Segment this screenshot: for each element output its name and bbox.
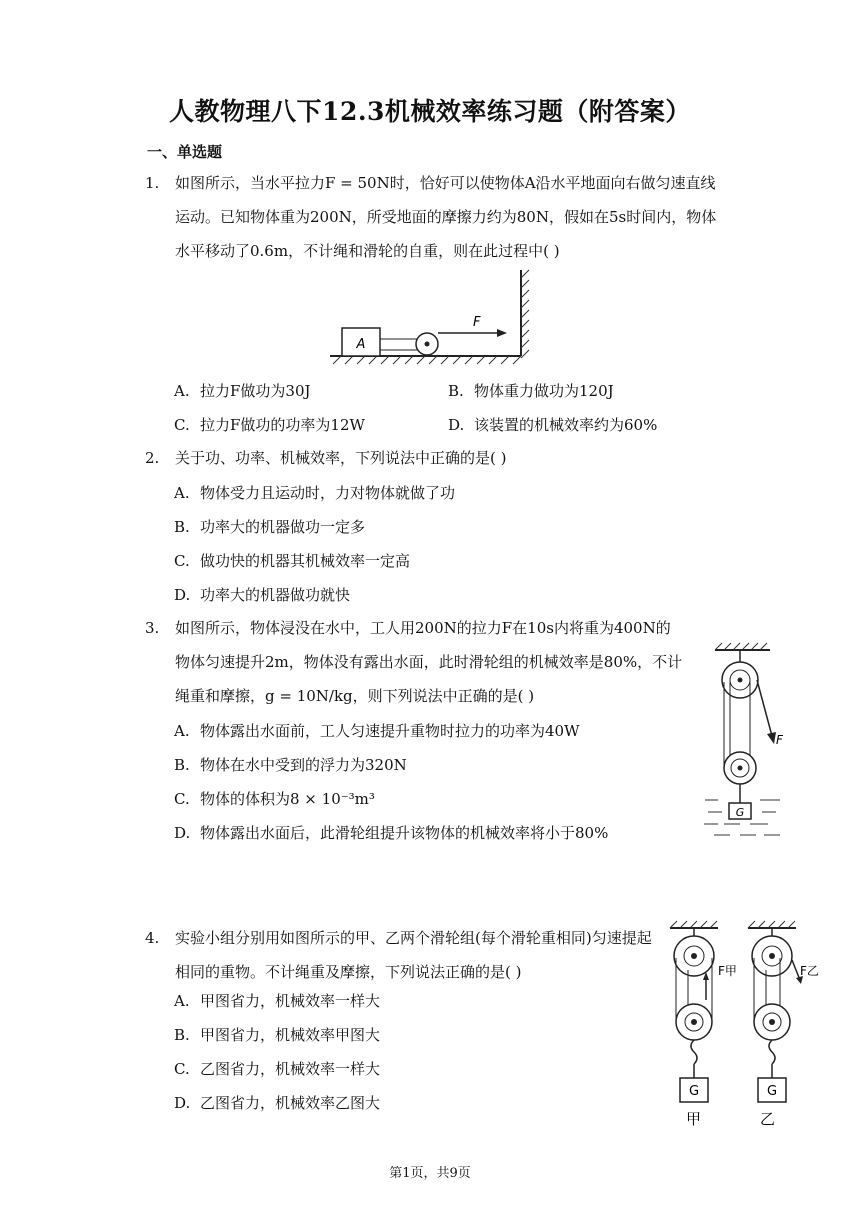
option-d	[174, 1092, 380, 1113]
page-title: 人教物理八下12.3机械效率练习题（附答案）	[169, 97, 691, 126]
question-text-line: 相同的重物。不计绳重及摩擦，下列说法正确的是( )	[175, 963, 522, 981]
option-label: D.	[174, 824, 191, 842]
option-text: 物体露出水面后，此滑轮组提升该物体的机械效率将小于80%	[200, 824, 609, 842]
option-b	[174, 516, 365, 537]
option-text: 拉力F做功为30J	[200, 382, 311, 400]
option-a	[174, 990, 380, 1011]
option-a	[174, 482, 455, 503]
option-label: C.	[174, 416, 190, 434]
option-b	[174, 1024, 380, 1045]
option-c	[174, 414, 365, 435]
option-label: D.	[174, 1094, 191, 1112]
option-c	[174, 1058, 380, 1079]
question-text-line: 水平移动了0.6m，不计绳和滑轮的自重，则在此过程中( )	[175, 242, 560, 260]
option-d	[448, 414, 657, 435]
option-text: 物体露出水面前，工人匀速提升重物时拉力的功率为40W	[200, 722, 580, 740]
option-text: 功率大的机器做功一定多	[200, 518, 366, 536]
question-text-line: 绳重和摩擦，g = 10N/kg，则下列说法中正确的是( )	[175, 687, 535, 705]
caption-yi: 乙	[760, 1110, 776, 1128]
option-label: C.	[174, 552, 190, 570]
option-d	[174, 584, 350, 605]
option-label: B.	[174, 756, 190, 774]
option-label: A.	[174, 992, 190, 1010]
force-arrow	[757, 680, 772, 736]
option-label: B.	[174, 1026, 190, 1044]
question-text-line: 运动。已知物体重为200N，所受地面的摩擦力约为80N，假如在5s时间内，物体	[175, 208, 717, 226]
option-label: A.	[174, 722, 190, 740]
q1-pulley-figure	[325, 268, 535, 373]
caption-jia: 甲	[686, 1110, 702, 1128]
option-a	[174, 720, 580, 741]
option-text: 做功快的机器其机械效率一定高	[200, 552, 411, 570]
page-footer: 第1页，共9页	[389, 1166, 471, 1181]
question-number: 4.	[145, 929, 160, 947]
option-label: A.	[174, 484, 190, 502]
option-b	[448, 380, 614, 401]
q4-pulley-figures	[660, 920, 830, 1135]
option-label: B.	[448, 382, 464, 400]
option-label: C.	[174, 790, 190, 808]
block-a-label: A	[356, 337, 366, 352]
option-b	[174, 754, 407, 775]
question-number: 1.	[145, 174, 160, 192]
weight-label: G	[735, 806, 745, 819]
section-heading: 一、单选题	[147, 143, 223, 161]
force-label: F	[473, 315, 481, 330]
option-label: B.	[174, 518, 190, 536]
option-a	[174, 380, 311, 401]
option-text: 功率大的机器做功就快	[200, 586, 351, 604]
question-text-line: 物体匀速提升2m，物体没有露出水面，此时滑轮组的机械效率是80%，不计	[175, 653, 683, 671]
option-text: 物体受力且运动时，力对物体就做了功	[200, 484, 456, 502]
option-text: 乙图省力，机械效率一样大	[200, 1060, 381, 1078]
question-text-line: 实验小组分别用如图所示的甲、乙两个滑轮组(每个滑轮重相同)匀速提起	[175, 929, 652, 947]
option-text: 甲图省力，机械效率甲图大	[200, 1026, 381, 1044]
question-text-line: 如图所示，物体浸没在水中，工人用200N的拉力F在10s内将重为400N的	[175, 619, 671, 637]
option-text: 乙图省力，机械效率乙图大	[200, 1094, 381, 1112]
option-label: A.	[174, 382, 190, 400]
option-d	[174, 822, 608, 843]
force-label-yi: F乙	[800, 964, 819, 978]
option-label: C.	[174, 1060, 190, 1078]
force-label: F	[776, 733, 783, 747]
weight-label-jia: G	[688, 1084, 700, 1099]
question-number: 3.	[145, 619, 160, 637]
option-c	[174, 788, 375, 809]
option-text: 物体的体积为8 × 10⁻³m³	[200, 790, 375, 808]
option-text: 物体在水中受到的浮力为320N	[200, 756, 407, 774]
option-text: 拉力F做功的功率为12W	[200, 416, 365, 434]
option-text: 物体重力做功为120J	[474, 382, 614, 400]
force-label-jia: F甲	[718, 964, 737, 978]
weight-label-yi: G	[766, 1084, 778, 1099]
option-text: 该装置的机械效率约为60%	[474, 416, 658, 434]
option-label: D.	[174, 586, 191, 604]
question-number: 2.	[145, 449, 160, 467]
option-label: D.	[448, 416, 465, 434]
pulley-system-jia	[670, 921, 737, 1128]
q3-pulley-figure	[700, 640, 800, 845]
option-text: 甲图省力，机械效率一样大	[200, 992, 381, 1010]
option-c	[174, 550, 410, 571]
pulley-system-yi	[748, 921, 819, 1128]
question-text-line: 如图所示，当水平拉力F = 50N时，恰好可以使物体A沿水平地面向右做匀速直线	[175, 174, 716, 192]
question-text-line: 关于功、功率、机械效率，下列说法中正确的是( )	[175, 449, 507, 467]
